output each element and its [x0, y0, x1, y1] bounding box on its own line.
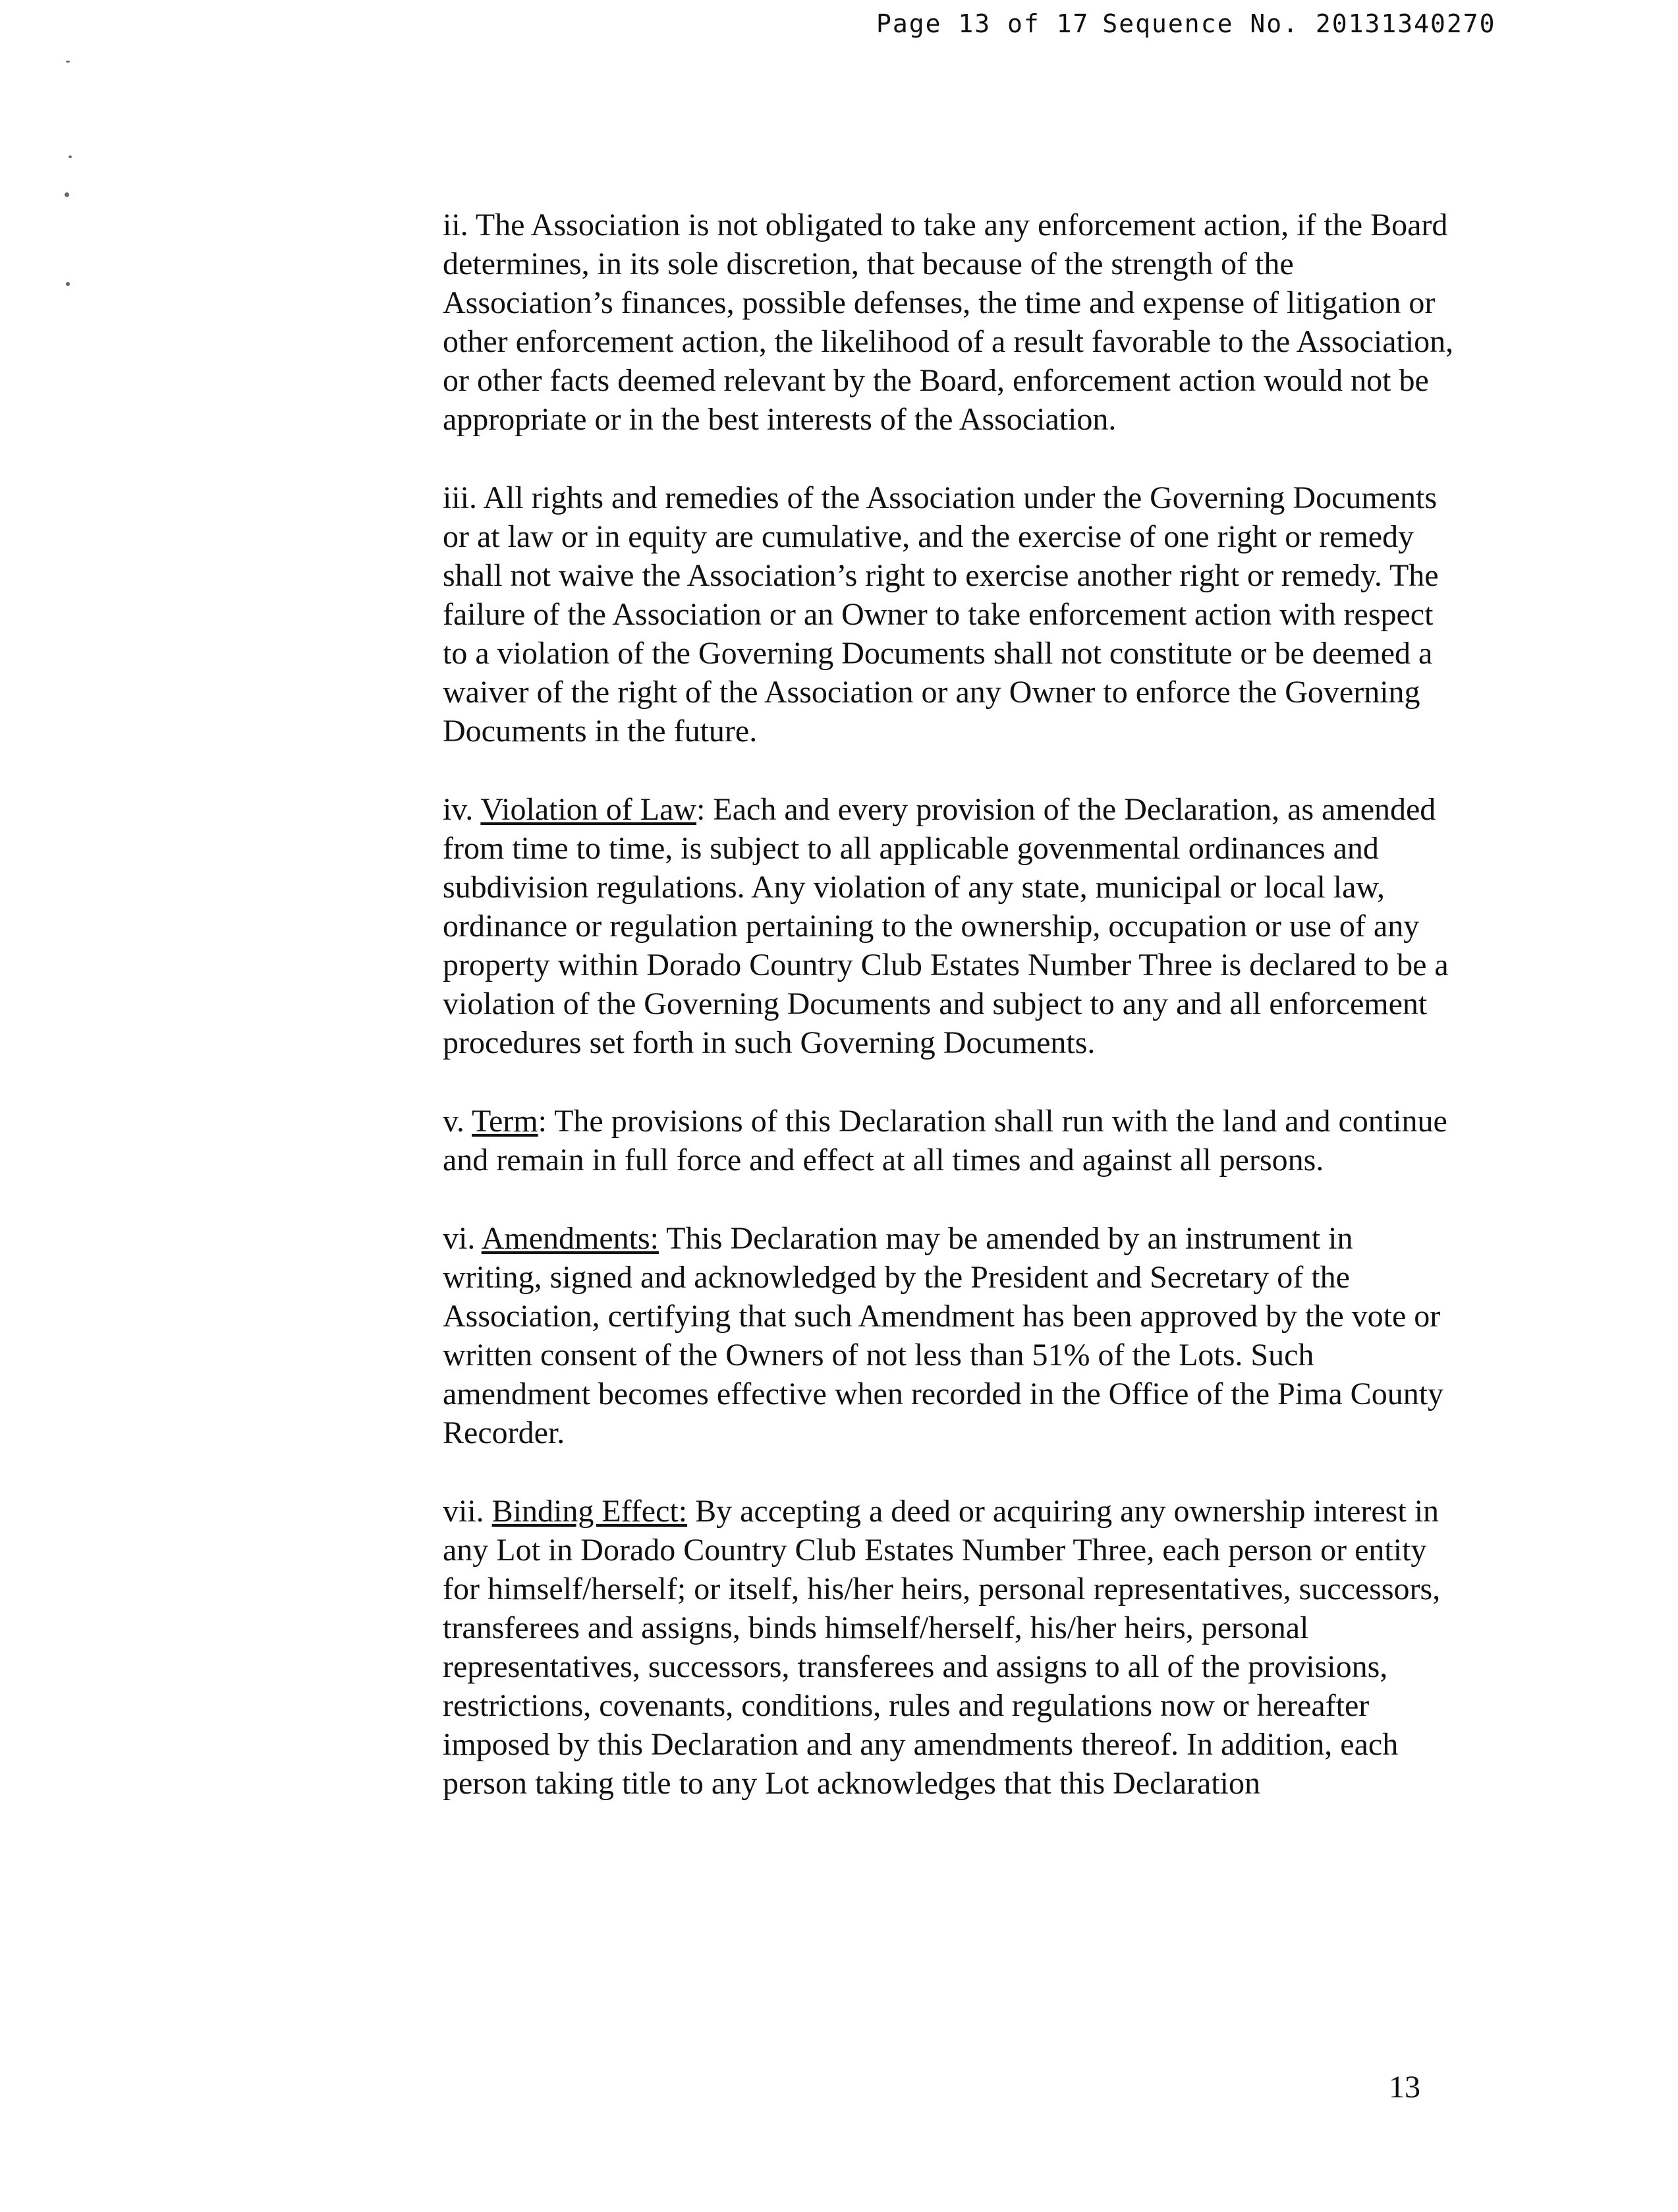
- sequence-number-label: Sequence No. 20131340270: [1102, 9, 1496, 38]
- paragraph-iv: [443, 790, 1457, 1062]
- paragraph-vi: [443, 1219, 1457, 1452]
- paragraph-ii: [443, 206, 1457, 439]
- scan-speck: [65, 192, 69, 197]
- paragraph-heading: Amendments:: [481, 1221, 659, 1256]
- paragraph-heading: Term: [472, 1104, 538, 1139]
- document-body: [443, 206, 1457, 1842]
- paragraph-iii: [443, 478, 1457, 751]
- paragraph-text: By accepting a deed or acquiring any ownership interest in any Lot in Dorado Country Club Estates Number Three, each person or entity for himself/herself; or itself, his/her heirs, personal representatives, successors, transferees and assigns, binds himself/herself, his/her heirs, personal representatives, successors, transferees and assigns to all of the provisions, restrictions, covenants, conditions, rules and regulations now or hereafter imposed by this Declaration and any amendments thereof. In addition, each person taking title to any Lot acknowledges that this Declaration: [443, 1494, 1441, 1801]
- paragraph-heading: Violation of Law: [480, 792, 697, 827]
- paragraph-number: iv.: [443, 792, 481, 827]
- paragraph-number: vii.: [443, 1494, 492, 1529]
- page-header: [876, 9, 1496, 38]
- page-number: 13: [1389, 2070, 1420, 2105]
- paragraph-number: v.: [443, 1104, 472, 1139]
- paragraph-text: This Declaration may be amended by an instrument in writing, signed and acknowledged by the President and Secretary of the Association, certifying that such Amendment has been approved by the vote or written consent of the Owners of not less than 51% of the Lots. Such amendment becomes effective when recorded in the Office of the Pima County Recorder.: [443, 1221, 1444, 1450]
- paragraph-heading: Binding Effect:: [491, 1494, 688, 1529]
- scan-speck: [66, 282, 70, 286]
- scan-speck: [69, 156, 72, 158]
- paragraph-text: All rights and remedies of the Association under the Governing Documents or at law or in equity are cumulative, and the exercise of one right or remedy shall not waive the Association’s right to exercise another right or remedy. The failure of the Association or an Owner to take enforcement action with respect to a violation of the Governing Documents shall not constitute or be deemed a waiver of the right of the Association or any Owner to enforce the Governing Documents in the future.: [443, 480, 1439, 749]
- paragraph-v: [443, 1102, 1457, 1179]
- paragraph-text: : The provisions of this Declaration shall run with the land and continue and remain in full force and effect at all times and against all persons.: [443, 1104, 1447, 1177]
- paragraph-text: : Each and every provision of the Declaration, as amended from time to time, is subject to all applicable govenmental ordinances and subdivision regulations. Any violation of any state, municipal or local law, ordinance or regulation pertaining to the ownership, occupation or use of any property within Dorado Country Club Estates Number Three is declared to be a violation of the Governing Documents and subject to any and all enforcement procedures set forth in such Governing Documents.: [443, 792, 1449, 1060]
- paragraph-number: vi.: [443, 1221, 482, 1256]
- page-count-label: Page 13 of 17: [876, 9, 1090, 38]
- paragraph-number: iii.: [443, 480, 484, 515]
- paragraph-vii: [443, 1492, 1457, 1803]
- paragraph-text: The Association is not obligated to take any enforcement action, if the Board determines, in its sole discretion, that because of the strength of the Association’s finances, possible defenses, the time and expense of litigation or other enforcement action, the likelihood of a result favorable to the Association, or other facts deemed relevant by the Board, enforcement action would not be appropriate or in the best interests of the Association.: [443, 208, 1454, 437]
- paragraph-number: ii.: [443, 208, 476, 242]
- scan-speck: [66, 61, 70, 63]
